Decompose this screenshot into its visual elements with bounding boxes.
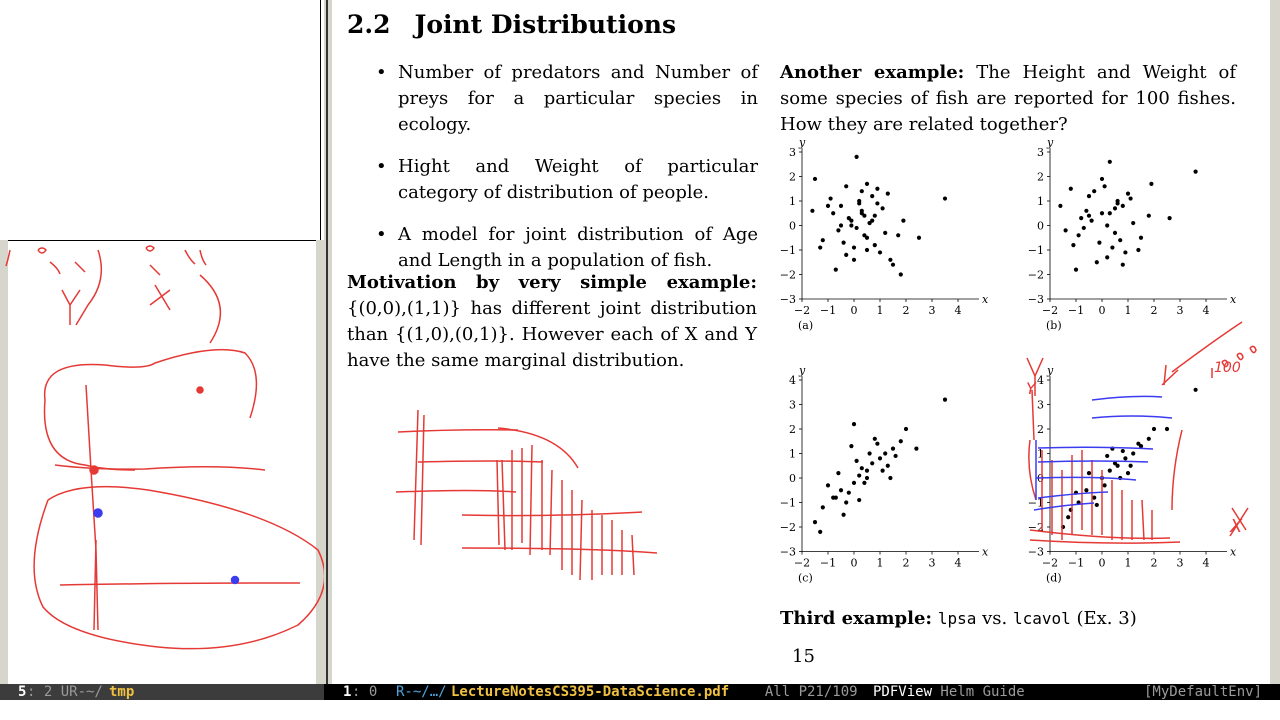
data-point (1116, 201, 1120, 205)
data-point (1110, 245, 1114, 249)
data-point (857, 498, 861, 502)
x-tick-label: −1 (1067, 304, 1085, 317)
status-position: All P21/109 (748, 684, 867, 700)
y-tick-label: 3 (1037, 398, 1044, 412)
scatter-plot-a-svg (779, 136, 990, 345)
data-point (1152, 427, 1156, 431)
plot-caption: (d) (1046, 571, 1062, 585)
data-point (1194, 388, 1198, 392)
data-point (891, 263, 895, 267)
data-point (878, 250, 882, 254)
data-point (868, 451, 872, 455)
x-tick-label: 1 (876, 556, 884, 570)
plot-caption: (c) (798, 571, 813, 585)
data-point (904, 427, 908, 431)
status-mode: PDFView (873, 684, 933, 700)
scatter-plot-b (1027, 136, 1238, 349)
y-tick-label: 2 (1037, 170, 1044, 184)
status-env: [MyDefaultEnv] (1144, 684, 1263, 700)
data-point (1147, 214, 1151, 218)
y-tick-label: −2 (1027, 521, 1044, 534)
data-point (1131, 451, 1135, 455)
y-tick-label: −2 (1027, 268, 1044, 282)
status-filename: LectureNotesCS395-DataScience.pdf (451, 684, 730, 700)
y-tick-label: −1 (1027, 496, 1044, 510)
data-point (844, 184, 848, 188)
data-point (899, 272, 903, 276)
y-axis-label: y (799, 364, 806, 377)
data-point (899, 439, 903, 443)
data-point (862, 233, 866, 237)
data-point (883, 451, 887, 455)
data-point (1097, 241, 1101, 245)
another-example-text: The Height and Weight of some species of fish are reported for 100 fishes. How they are related together? (780, 62, 1236, 135)
data-point (868, 221, 872, 225)
drawing-pane[interactable] (0, 0, 324, 684)
x-tick-label: −1 (819, 556, 837, 570)
code-lpsa: lpsa (937, 609, 977, 628)
data-point (826, 483, 830, 487)
data-point (1087, 194, 1091, 198)
data-point (917, 236, 921, 240)
x-tick-label: 0 (1098, 304, 1106, 317)
scatter-plot-a (779, 136, 990, 349)
x-tick-label: 3 (1176, 304, 1184, 317)
data-point (813, 520, 817, 524)
left-pane-scrollbar[interactable] (0, 240, 8, 684)
another-example-paragraph (780, 60, 1236, 138)
x-tick-label: 4 (1202, 304, 1210, 317)
data-point (844, 500, 848, 504)
status-left-dir: tmp (109, 684, 135, 700)
data-point (862, 481, 866, 485)
data-point (1129, 196, 1133, 200)
data-point (878, 456, 882, 460)
y-tick-label: 0 (789, 472, 796, 485)
data-point (1061, 525, 1065, 529)
data-point (896, 233, 900, 237)
data-point (943, 398, 947, 402)
data-point (1118, 238, 1122, 242)
data-point (852, 422, 856, 426)
data-point (847, 216, 851, 220)
y-tick-label: 2 (789, 423, 796, 436)
data-point (1079, 216, 1083, 220)
data-point (873, 437, 877, 441)
data-point (1084, 209, 1088, 213)
data-point (836, 471, 840, 475)
data-point (860, 466, 864, 470)
data-point (860, 211, 864, 215)
data-point (1147, 437, 1151, 441)
y-tick-label: 2 (789, 170, 796, 184)
data-point (813, 177, 817, 181)
window-splitter[interactable] (324, 0, 332, 684)
data-point (914, 447, 918, 451)
data-point (1113, 231, 1117, 235)
data-point (842, 241, 846, 245)
y-tick-label: −3 (779, 293, 796, 306)
data-point (831, 211, 835, 215)
data-point (1077, 500, 1081, 504)
data-point (839, 223, 843, 227)
data-point (1139, 236, 1143, 240)
x-tick-label: −1 (1067, 556, 1085, 570)
data-point (821, 238, 825, 242)
data-point (836, 228, 840, 232)
data-point (1066, 515, 1070, 519)
y-axis-label: y (1047, 136, 1054, 149)
data-point (891, 447, 895, 451)
y-axis-label: y (1047, 364, 1054, 377)
data-point (1074, 491, 1078, 495)
data-point (826, 204, 830, 208)
data-point (1105, 454, 1109, 458)
status-left-info: : 2 UR-~/ (27, 684, 103, 700)
motivation-text: {(0,0),(1,1)} has different joint distribution than {(1,0),(0,1)}. However each of X and Y have the same marginal distribution. (347, 298, 757, 371)
data-point (844, 253, 848, 257)
x-tick-label: 4 (954, 556, 962, 570)
y-tick-label: −2 (779, 521, 796, 534)
data-point (1084, 488, 1088, 492)
data-point (1105, 255, 1109, 259)
x-tick-label: −2 (793, 304, 811, 317)
data-point (1136, 442, 1140, 446)
data-point (852, 245, 856, 249)
section-title: Joint Distributions (414, 10, 677, 39)
x-tick-label: 2 (902, 304, 910, 317)
data-point (894, 454, 898, 458)
data-point (1194, 170, 1198, 174)
data-point (1126, 192, 1130, 196)
annotation-100: 100 (1214, 360, 1241, 376)
data-point (829, 196, 833, 200)
third-vs: vs. (982, 608, 1008, 629)
x-axis-label: x (982, 545, 989, 559)
third-example-label: Third example: (780, 608, 933, 629)
data-point (1126, 471, 1130, 475)
data-point (1110, 447, 1114, 451)
x-tick-label: −2 (1041, 556, 1059, 570)
data-point (1100, 177, 1104, 181)
status-bar (0, 684, 1280, 700)
data-point (1108, 469, 1112, 473)
data-point (1113, 461, 1117, 465)
data-point (1123, 250, 1127, 254)
y-tick-label: −1 (1027, 244, 1044, 257)
y-tick-label: −3 (1027, 293, 1044, 306)
plot-caption: (b) (1046, 319, 1062, 332)
echo-area (0, 700, 1280, 720)
data-point (842, 513, 846, 517)
data-point (818, 530, 822, 534)
status-right-info: : 0 (352, 684, 395, 700)
y-tick-label: 0 (1037, 219, 1044, 233)
left-pane-border (316, 240, 324, 684)
data-point (1129, 464, 1133, 468)
data-point (1149, 182, 1153, 186)
x-tick-label: 1 (1124, 556, 1132, 570)
data-point (883, 231, 887, 235)
data-point (1064, 228, 1068, 232)
y-tick-label: 1 (789, 195, 796, 208)
x-tick-label: 4 (1202, 556, 1210, 570)
data-point (857, 473, 861, 477)
data-point (1069, 508, 1073, 512)
data-point (1090, 219, 1094, 223)
data-point (873, 243, 877, 247)
data-point (847, 491, 851, 495)
data-point (849, 223, 853, 227)
data-point (849, 444, 853, 448)
x-tick-label: 3 (928, 304, 936, 317)
data-point (1121, 263, 1125, 267)
list-item: • Number of predators and Number of preys for a particular species in ecology. (376, 60, 758, 138)
data-point (834, 496, 838, 500)
data-point (888, 476, 892, 480)
x-tick-label: 3 (1176, 556, 1184, 570)
data-point (852, 481, 856, 485)
data-point (839, 488, 843, 492)
pdf-scrollbar[interactable] (1270, 0, 1280, 684)
third-ref: (Ex. 3) (1076, 608, 1137, 629)
data-point (1071, 243, 1075, 247)
y-tick-label: 1 (1037, 195, 1044, 208)
y-tick-label: −1 (779, 244, 796, 257)
y-tick-label: 1 (789, 447, 796, 461)
data-point (1123, 456, 1127, 460)
section-heading (347, 10, 676, 39)
data-point (1113, 206, 1117, 210)
data-point (852, 258, 856, 262)
data-point (1118, 476, 1122, 480)
data-point (1082, 226, 1086, 230)
y-tick-label: 3 (789, 146, 796, 159)
list-item: • Hight and Weight of particular category of distribution of people. (376, 154, 758, 206)
data-point (875, 187, 879, 191)
data-point (855, 459, 859, 463)
window-number-left: 5 (18, 684, 27, 700)
data-point (901, 219, 905, 223)
y-tick-label: 0 (789, 219, 796, 233)
y-tick-label: 4 (789, 374, 796, 387)
status-helm: Helm Guide (932, 684, 1025, 700)
x-tick-label: 0 (1098, 556, 1106, 570)
data-point (1087, 214, 1091, 218)
window-number-right: 1 (343, 684, 352, 700)
y-tick-label: 3 (1037, 146, 1044, 159)
x-tick-label: −1 (819, 304, 837, 317)
bullet-list (376, 60, 758, 290)
y-tick-label: −3 (1027, 545, 1044, 559)
y-tick-label: 0 (1037, 472, 1044, 485)
data-point (857, 201, 861, 205)
data-point (873, 214, 877, 218)
x-tick-label: −2 (1041, 304, 1059, 317)
data-point (881, 469, 885, 473)
data-point (839, 204, 843, 208)
data-point (860, 189, 864, 193)
data-point (1165, 427, 1169, 431)
x-tick-label: 0 (850, 304, 858, 317)
scatter-plot-b-svg (1027, 136, 1238, 345)
page-number: 15 (792, 646, 815, 667)
data-point (870, 194, 874, 198)
third-example (780, 608, 1137, 629)
x-tick-label: 2 (902, 556, 910, 570)
data-point (1092, 189, 1096, 193)
x-axis-label: x (1230, 545, 1237, 559)
data-point (865, 248, 869, 252)
data-point (875, 201, 879, 205)
data-point (865, 469, 869, 473)
data-point (821, 505, 825, 509)
data-point (855, 155, 859, 159)
data-point (1108, 160, 1112, 164)
data-point (1092, 496, 1096, 500)
data-point (1100, 211, 1104, 215)
data-point (1108, 211, 1112, 215)
pdf-page[interactable] (332, 0, 1270, 684)
data-point (1100, 476, 1104, 480)
data-point (888, 258, 892, 262)
y-axis-label: y (799, 136, 806, 149)
data-point (870, 461, 874, 465)
y-tick-label: 2 (1037, 423, 1044, 436)
data-point (1121, 449, 1125, 453)
list-item: • A model for joint distribution of Age and Length in a population of fish. (376, 222, 758, 274)
data-point (1121, 204, 1125, 208)
x-axis-label: x (982, 293, 989, 306)
data-point (834, 268, 838, 272)
annotation-x: X (1230, 516, 1243, 537)
y-tick-label: 4 (1037, 374, 1044, 387)
data-point (886, 464, 890, 468)
x-tick-label: −2 (793, 556, 811, 570)
data-point (1074, 268, 1078, 272)
y-tick-label: 3 (789, 398, 796, 412)
x-tick-label: 2 (1150, 556, 1158, 570)
x-tick-label: 1 (876, 304, 884, 317)
status-right (324, 684, 1280, 700)
y-tick-label: −1 (779, 496, 796, 510)
data-point (1058, 204, 1062, 208)
y-tick-label: −2 (779, 268, 796, 282)
data-point (943, 196, 947, 200)
code-lcavol: lcavol (1012, 609, 1071, 628)
x-axis-label: x (1230, 293, 1237, 306)
status-left (0, 684, 324, 700)
data-point (886, 192, 890, 196)
data-point (1103, 184, 1107, 188)
data-point (1087, 471, 1091, 475)
y-tick-label: 1 (1037, 447, 1044, 461)
x-tick-label: 0 (850, 556, 858, 570)
data-point (1069, 187, 1073, 191)
drawing-frame[interactable] (0, 0, 321, 241)
x-tick-label: 2 (1150, 304, 1158, 317)
scatter-plot-c-svg (779, 364, 990, 585)
data-point (855, 226, 859, 230)
data-point (1103, 483, 1107, 487)
data-point (1131, 221, 1135, 225)
motivation-paragraph (347, 270, 757, 374)
data-point (1095, 260, 1099, 264)
data-point (818, 245, 822, 249)
data-point (865, 182, 869, 186)
data-point (810, 209, 814, 213)
x-tick-label: 1 (1124, 304, 1132, 317)
data-point (865, 476, 869, 480)
section-number: 2.2 (347, 10, 391, 39)
motivation-label: Motivation by very simple example: (347, 272, 757, 293)
data-point (881, 206, 885, 210)
x-tick-label: 3 (928, 556, 936, 570)
data-point (1095, 503, 1099, 507)
another-example-label: Another example: (780, 62, 965, 83)
status-path: R-~/…/ (396, 684, 447, 700)
data-point (875, 442, 879, 446)
x-tick-label: 4 (954, 304, 962, 317)
data-point (1136, 248, 1140, 252)
scatter-plot-c (779, 364, 990, 585)
annotation-y: Y (1026, 379, 1036, 398)
data-point (1105, 223, 1109, 227)
plot-caption: (a) (798, 319, 814, 332)
y-tick-label: −3 (779, 545, 796, 559)
data-point (1077, 233, 1081, 237)
data-point (1168, 216, 1172, 220)
